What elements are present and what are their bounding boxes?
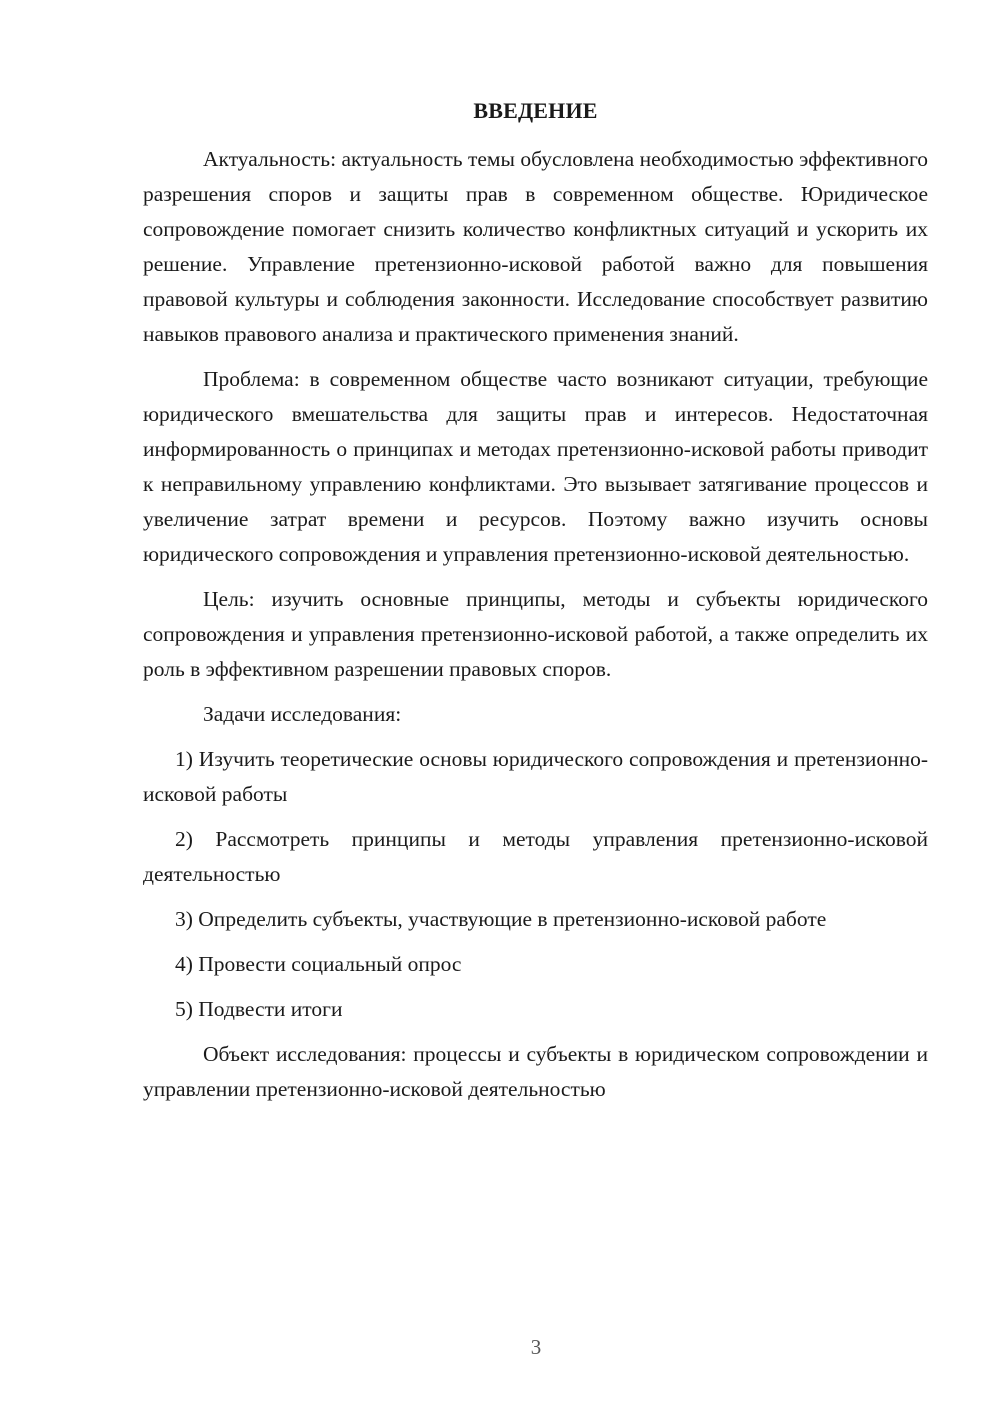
paragraph-relevance: Актуальность: актуальность темы обусловлена необходимостью эффективного разрешения споров и защиты прав в современном обществе. Юридическое сопровождение помогает снизить количество конфликтных ситуаций и ускорить их решение. Управление претензионно-исковой работой важно для повышения правовой культуры и соблюдения законности. Исследование способствует развитию навыков правового анализа и практического применения знаний. <box>143 147 928 346</box>
task-item: 2) Рассмотреть принципы и методы управления претензионно-исковой деятельностью <box>143 827 928 886</box>
page-number: 3 <box>530 1335 542 1359</box>
task-item: 4) Провести социальный опрос <box>175 952 462 976</box>
paragraph-object: Объект исследования: процессы и субъекты в юридическом сопровождении и управлении претензионно-исковой деятельностью <box>143 1042 928 1101</box>
paragraph-goal: Цель: изучить основные принципы, методы и субъекты юридического сопровождения и управления претензионно-исковой работой, а также определить их роль в эффективном разрешении правовых споров. <box>143 587 928 681</box>
tasks-heading: Задачи исследования: <box>203 702 402 726</box>
task-item: 5) Подвести итоги <box>175 997 343 1021</box>
task-item: 1) Изучить теоретические основы юридического сопровождения и претензионно-исковой работы <box>143 747 928 806</box>
page-content <box>143 93 928 1117</box>
task-item: 3) Определить субъекты, участвующие в претензионно-исковой работе <box>175 907 827 931</box>
paragraph-problem: Проблема: в современном обществе часто возникают ситуации, требующие юридического вмешательства для защиты прав и интересов. Недостаточная информированность о принципах и методах претензионно-исковой работы приводит к неправильному управлению конфликтами. Это вызывает затягивание процессов и увеличение затрат времени и ресурсов. Поэтому важно изучить основы юридического сопровождения и управления претензионно-исковой деятельностью. <box>143 367 928 566</box>
page-title: ВВЕДЕНИЕ <box>473 98 598 123</box>
